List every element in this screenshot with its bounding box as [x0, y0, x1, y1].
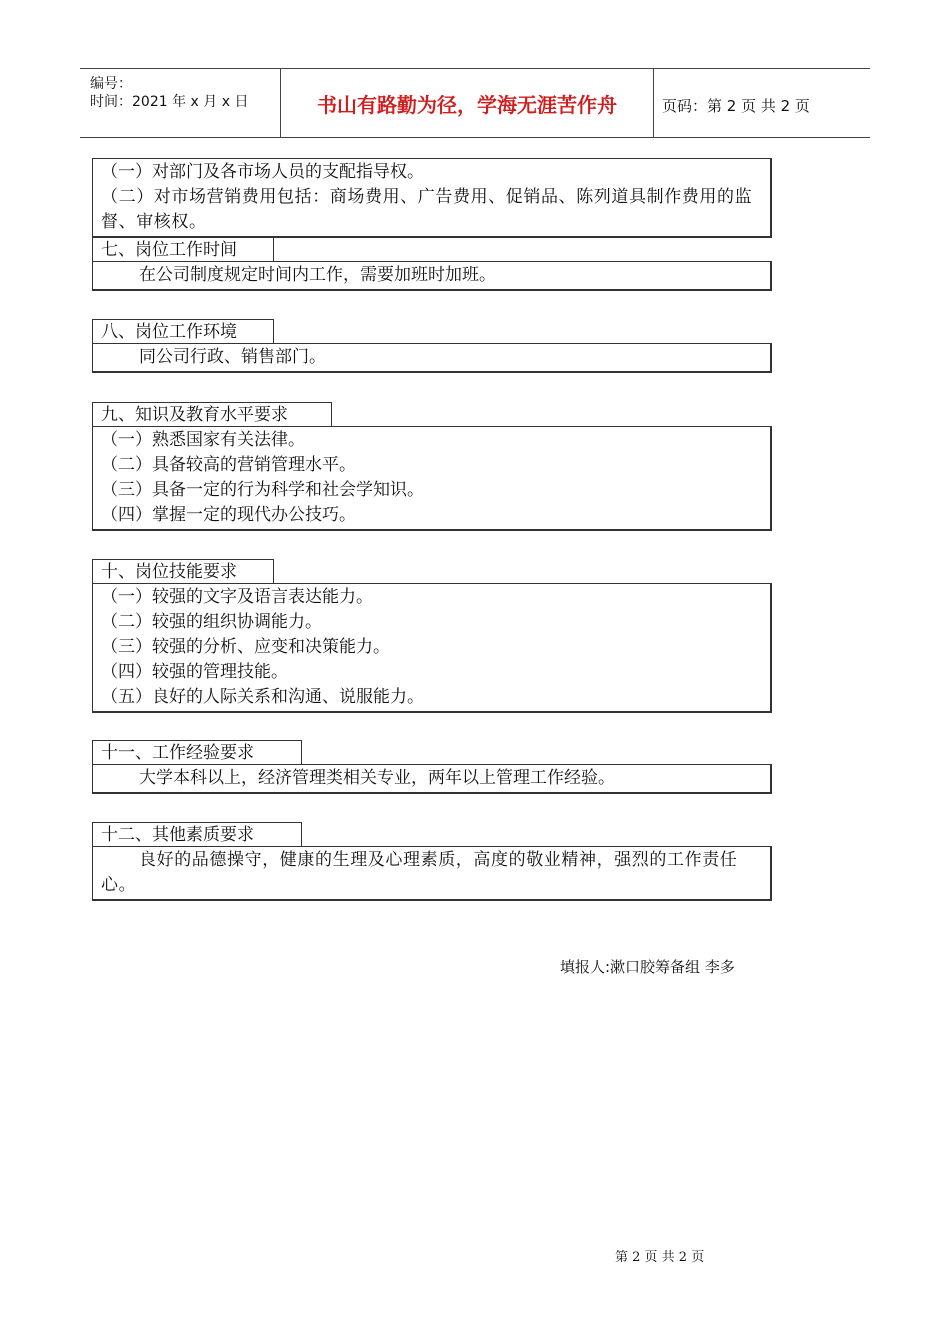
list-item: （一）对部门及各市场人员的支配指导权。 — [101, 162, 424, 182]
section-title: 八、岗位工作环境 — [92, 319, 274, 343]
section-skill-requirements — [92, 559, 772, 713]
page-indicator: 页码：第 2 页 共 2 页 — [662, 97, 810, 115]
list-item: （一）较强的文字及语言表达能力。 — [101, 587, 373, 607]
list-item: （二）较强的组织协调能力。 — [101, 612, 322, 632]
list-item: （一）熟悉国家有关法律。 — [101, 430, 305, 450]
list-item: 大学本科以上，经济管理类相关专业，两年以上管理工作经验。 — [139, 768, 615, 788]
list-item: （五）良好的人际关系和沟通、说服能力。 — [101, 687, 424, 707]
section-experience-requirements — [92, 740, 772, 794]
section-other-qualities — [92, 822, 772, 901]
list-item: （二）对市场营销费用包括：商场费用、广告费用、促销品、陈列道具制作费用的监督、审核权。 — [101, 187, 753, 232]
page-footer: 第 2 页 共 2 页 — [615, 1250, 705, 1265]
section-education-requirements — [92, 402, 772, 531]
list-item: 良好的品德操守，健康的生理及心理素质，高度的敬业精神，强烈的工作责任心。 — [101, 850, 738, 895]
reporter-signature: 填报人:漱口胶筹备组 李多 — [560, 958, 735, 976]
section-body — [92, 158, 772, 238]
page-header — [80, 68, 870, 138]
section-title: 十二、其他素质要求 — [92, 822, 302, 846]
section-work-environment — [92, 319, 772, 373]
section-title: 七、岗位工作时间 — [92, 237, 274, 261]
section-authority-continued — [92, 158, 772, 238]
section-title: 九、知识及教育水平要求 — [92, 402, 332, 426]
section-body — [92, 261, 772, 291]
code-label: 编号： — [90, 76, 132, 92]
section-body — [92, 764, 772, 794]
section-body — [92, 846, 772, 901]
motto: 书山有路勤为径，学海无涯苦作舟 — [281, 69, 654, 137]
section-body — [92, 426, 772, 531]
list-item: （三）具备一定的行为科学和社会学知识。 — [101, 480, 424, 500]
list-item: （三）较强的分析、应变和决策能力。 — [101, 637, 390, 657]
list-item: （四）较强的管理技能。 — [101, 662, 288, 682]
section-body — [92, 583, 772, 713]
list-item: （四）掌握一定的现代办公技巧。 — [101, 505, 356, 525]
section-body — [92, 343, 772, 373]
section-title: 十一、工作经验要求 — [92, 740, 302, 764]
list-item: 在公司制度规定时间内工作，需要加班时加班。 — [139, 265, 496, 285]
section-work-hours — [92, 237, 772, 291]
section-title: 十、岗位技能要求 — [92, 559, 274, 583]
date-label: 时间：2021 年 x 月 x 日 — [90, 94, 249, 110]
list-item: （二）具备较高的营销管理水平。 — [101, 455, 356, 475]
header-meta — [80, 69, 281, 137]
list-item: 同公司行政、销售部门。 — [139, 347, 326, 367]
